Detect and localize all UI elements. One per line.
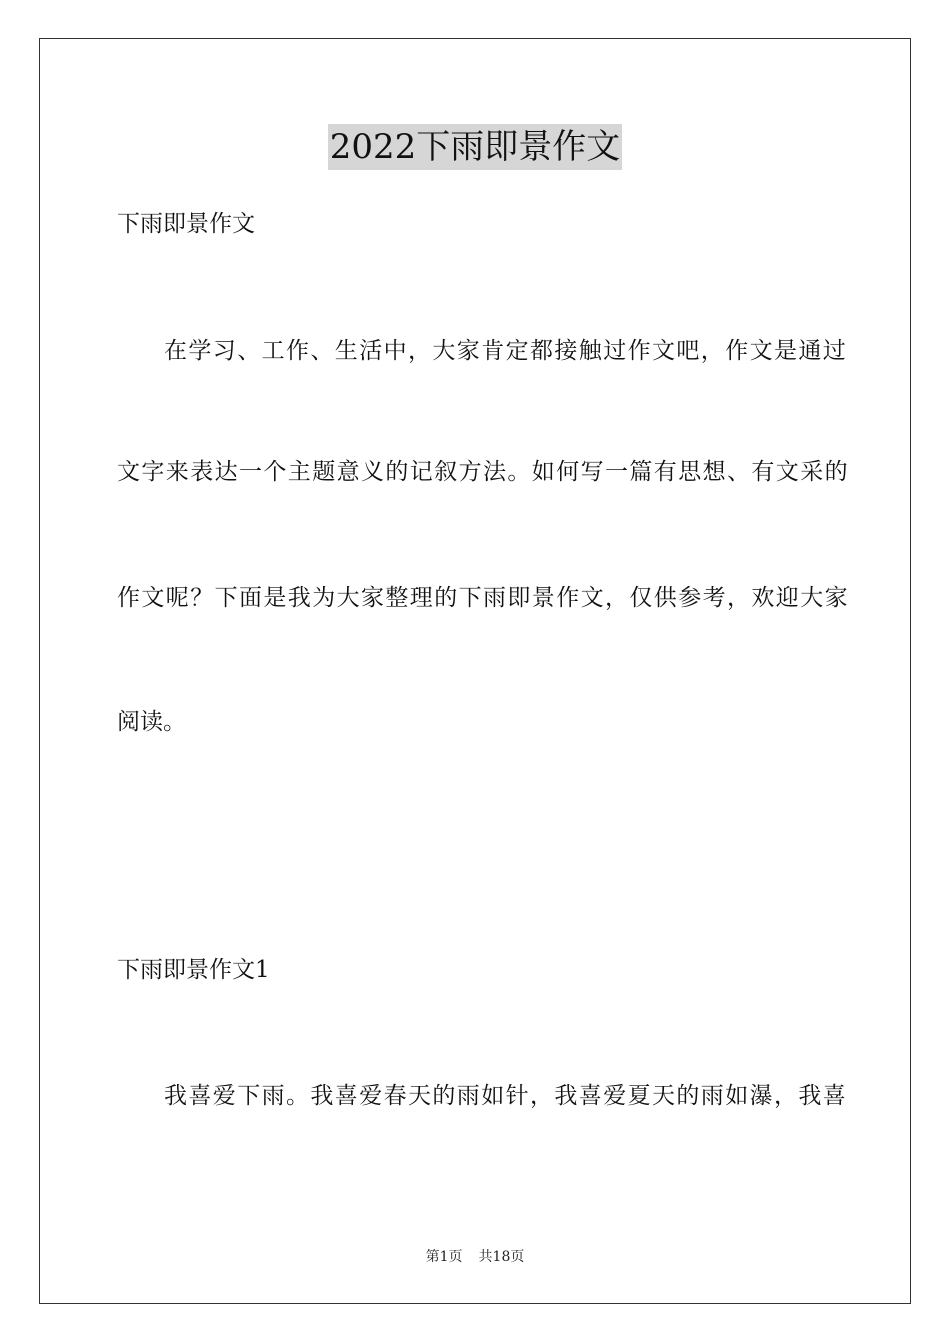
page-number: 第1页 [425, 1249, 463, 1265]
total-pages: 共18页 [478, 1249, 525, 1265]
intro-line-3: 作文呢？下面是我为大家整理的下雨即景作文，仅供参考，欢迎大家 [117, 585, 849, 611]
page-footer [0, 1247, 950, 1267]
document-subtitle: 下雨即景作文 [117, 211, 255, 237]
intro-line-4: 阅读。 [117, 709, 186, 735]
title-container [0, 124, 950, 170]
document-title: 2022下雨即景作文 [328, 124, 623, 170]
section-heading: 下雨即景作文1 [117, 957, 270, 983]
intro-line-1: 在学习、工作、生活中，大家肯定都接触过作文吧，作文是通过 [164, 338, 848, 364]
section-line-1: 我喜爱下雨。我喜爱春天的雨如针，我喜爱夏天的雨如瀑，我喜 [164, 1083, 848, 1109]
intro-line-2: 文字来表达一个主题意义的记叙方法。如何写一篇有思想、有文采的 [117, 459, 849, 485]
